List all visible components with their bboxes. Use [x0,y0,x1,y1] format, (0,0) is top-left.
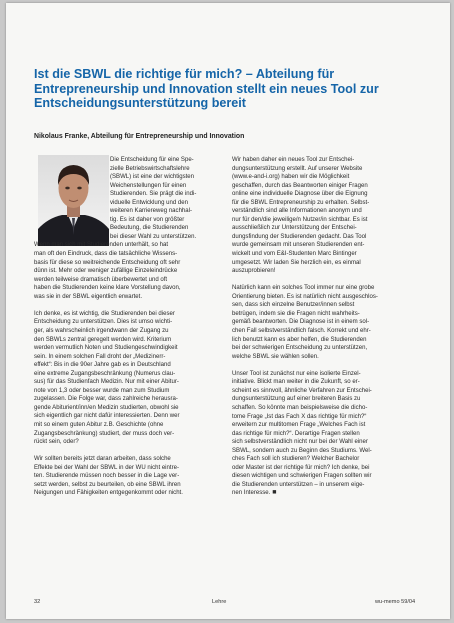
text-line: Studierenden. Sie prägt die indi- [110,191,197,198]
article-author: Nikolaus Franke, Abteilung für Entrepreneurship und Innovation [34,133,245,140]
text-line: Wenn man sich mit Studierenden unterhält, so hat [34,242,169,249]
text-line: online eine individuelle Diagnose über die Eignung [232,191,368,198]
text-line: welche SBWL sie wählen sollen. [232,353,319,360]
text-line: ausschließlich zur Unterstützung der Entschei- [232,225,357,232]
text-line: SBWL, sondern auch zu Beginn des Studiums. Wel- [232,447,372,454]
text-line: Entscheidung zu unterstützen. Dies ist umso wichti- [34,319,173,326]
text-line: werden vermutlich Noten und Studiengeschwindigkeit [34,345,178,352]
text-line: mit so einem guten Abitur z.B. Geschichte (ohne [34,422,164,428]
text-line: auszuprobieren! [232,268,276,275]
text-line: Bedeutung, die Studierenden [110,225,189,232]
text-line: sus) für das Studienfach Medizin. Nur mit einer Abitur- [34,379,179,386]
text-line: nen Interesse. ■ [232,489,277,497]
text-line: Unser Tool ist zunächst nur eine isolierte Einzel- [232,370,361,377]
text-line: werden teilweise dramatisch überbewertet und oft [34,276,168,283]
text-line: zugelassen. Die Folge war, dass zahlreiche herausra- [34,396,178,403]
text-line: Wir haben daher ein neues Tool zur Entschei- [232,157,355,163]
end-mark: ■ [270,489,277,497]
text-line: sen, dass sich einzelne Benutzer/innen selbst [232,302,355,309]
text-line: gende Abiturient/inn/en Medizin studierten, obwohl sie [34,404,179,411]
text-line: rückt sein, oder? [34,439,79,446]
text-line: effekt“: Bis in die 90er Jahre gab es in Deutschland [34,362,171,369]
text-line: wurde gemeinsam mit unseren Studierenden ent- [232,242,365,249]
text-line: Die Entscheidung für eine Spe- [110,157,194,163]
text-line: sich eigentlich gar nicht dafür interessierten. Denn wer [34,413,180,420]
text-line: ches Fach soll ich studieren? Welcher Bachelor [232,456,360,463]
paragraph [34,310,224,447]
text-line: Orientierung bieten. Es ist natürlich nicht ausgeschlos- [232,293,378,300]
text-line: eine extreme Zugangsbeschränkung (Numerus clau- [34,370,176,377]
text-line: verständlich sind alle Informationen anonym und [232,208,362,215]
text-line: tig. Es ist daher von größter [110,216,185,223]
issue-label: wu-memo 59/04 [375,599,416,605]
text-line: geschaffen, durch das Beantworten einiger Fragen [232,182,368,189]
text-line: viduelle Entwicklung und den [110,199,188,206]
text-line: man oft den Eindruck, dass die tatsächliche Wissens- [34,251,178,258]
text-line: setzt werden, selbst zu beurteilen, ob eine SBWL ihren [34,481,181,488]
text-line: gemäß beantworten. Die Diagnose ist in einem sol- [232,319,370,326]
text-line: erweitern zur multitomen Frage „Welches Fach ist [232,422,366,429]
text-line: ger, als wahrscheinlich irgendwann der Zugang zu [34,327,169,334]
text-line: initiative. Blickt man weiter in die Zukunft, so er- [232,379,360,386]
text-line: dungsunterstützung erstellt. Auf unserer Website [232,165,363,172]
text-line: dünn ist. Mehr oder weniger zufällige Einzeleindrücke [34,268,178,275]
text-line: Natürlich kann ein solches Tool immer nur eine grobe [232,285,375,292]
text-line: ten. Studierende müssen noch besser in die Lage ver- [34,473,180,480]
text-line: nur für den/die jeweilige/n Nutzer/in sichtbar. Es ist [232,216,368,223]
text-line: das richtige für mich?“. Derartige Fragen stellen [232,430,360,437]
text-line: dungsfindung der Studierenden gedacht. Das Tool [232,233,367,240]
text-line: chen Fall selbstverständlich falsch. Korrekt und ehr- [232,327,371,334]
text-line: schaffen. So könnte man beispielsweise die dicho- [232,404,368,411]
text-line: note von 1,3 oder besser wurde man zum Studium [34,387,170,394]
article-title: Ist die SBWL die richtige für mich? – Abteilung für Entrepreneurship und Innovation stellt ein neues Tool zur Entscheidungsunterstützung bereit [34,67,379,110]
text-line: weiteren Karriereweg nachhal- [110,208,193,215]
page-number: 32 [34,599,41,605]
text-line: Zugangsbeschränkung) studiert, der muss doch ver- [34,430,175,437]
text-line: (www.e-and-i.org) haben wir die Möglichkeit [232,174,350,181]
text-line: haben die Studierenden keine klare Vorstellung davon, [34,285,181,292]
text-line: zielle Betriebswirtschaftslehre [110,165,190,172]
text-line: sich selbstverständlich nicht nur bei der Wahl einer [232,439,368,446]
text-line: wickelt und vom E&I-Studenten Marc Bintinger [232,251,357,258]
text-line: scheint es sinnvoll, ähnliche Verfahren zur Entschei- [232,387,372,394]
text-line: umgesetzt. Wir laden Sie herzlich ein, es einmal [232,259,361,266]
text-line: (SBWL) ist eine der wichtigsten [110,174,195,181]
paragraph [232,284,422,361]
text-line: Neigungen und Fähigkeiten entgegenkommt oder nicht. [34,490,183,497]
text-line: Effekte bei der Wahl der SBWL in der WU nicht eintre- [34,464,179,471]
text-line: lich benutzt kann es aber helfen, die Studierenden [232,336,367,343]
text-line: die Studierenden unterstützen – in unserem eige- [232,481,365,488]
paragraph [34,455,224,498]
paragraph [34,156,224,301]
text-line: oder Master ist der richtige für mich? Ich denke, bei [232,464,370,471]
text-line: sein. In einem solchen Fall droht der „Medizinerr- [34,353,166,360]
text-line: Ich denke, es ist wichtig, die Studierenden bei dieser [34,310,175,317]
text-line: für die SBWL Entrepreneurship zu erhalten. Selbst- [232,199,370,206]
text-line: Weichenstellungen für einen [110,182,187,189]
text-line: Wir sollten bereits jetzt daran arbeiten, dass solche [34,456,171,463]
text-line: den SBWLs zentral geregelt werden wird. Kriterium [34,336,172,343]
paragraph [232,370,422,498]
paragraph [232,156,422,276]
column-right [232,156,422,507]
text-line: diesen wichtigen und schwierigen Fragen sollten wir [232,473,372,480]
text-line: dungsunterstützung auf einer breiteren Basis zu [232,396,361,403]
text-line: tome Frage „Ist das Fach X das richtige für mich?“ [232,413,367,420]
text-line: bei dieser Wahl zu unterstützen. [110,233,197,240]
text-line: betrügen, indem sie die Fragen nicht wahrheits- [232,310,360,317]
text-line: bei der schwierigen Entscheidung zu unterstützen, [232,345,368,352]
column-left [34,156,224,507]
section-label: Lehre [212,599,227,605]
text-line: basis für diese so weitreichende Entscheidung oft sehr [34,259,181,266]
text-line: was sie in der SBWL eigentlich erwartet. [34,293,142,300]
